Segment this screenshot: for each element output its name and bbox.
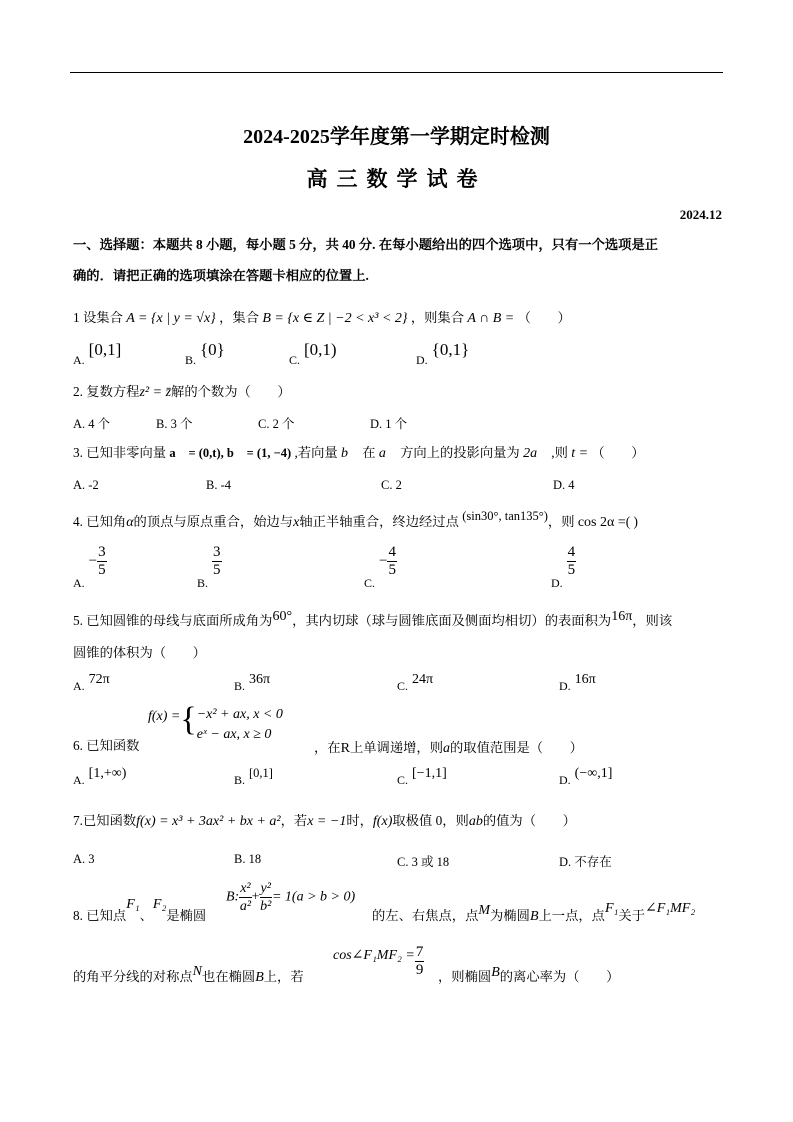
section-intro-line1: 一、选择题：本题共 8 小题，每小题 5 分，共 40 分. 在每小题给出的四个选项中，只有一个选项是正 bbox=[73, 237, 659, 252]
question-4: 4. 已知角α的顶点与原点重合，始边与x轴正半轴重合，终边经过点 (sin30°, tan135°)，则 cos 2α =( ) bbox=[73, 509, 638, 530]
q7-option-b: B. 18 bbox=[234, 852, 262, 866]
q3-option-c: C. 2 bbox=[381, 478, 402, 492]
ellipse-equation: B: $\frac{\text{x²}}{\text{a²}}$ + $\frac{\text{y²}}{\text{b²}}$ = 1(a > b > 0) bbox=[226, 881, 356, 914]
q7-option-d: D. 不存在 bbox=[559, 855, 612, 869]
q1-option-d: D. {0,1} bbox=[416, 340, 470, 367]
exam-subtitle: 高三数学试卷 bbox=[306, 167, 487, 191]
q3-option-a: A. -2 bbox=[73, 478, 99, 492]
section-intro-line2: 确的．请把正确的选项填涂在答题卡相应的位置上. bbox=[73, 268, 369, 283]
vectors-formula: a⃗ = (0,t), b⃗ = (1, −4) bbox=[169, 446, 292, 460]
q1-option-b: B. {0} bbox=[185, 340, 225, 367]
q2-option-a: A. 4 个 bbox=[73, 417, 111, 431]
q2-option-c: C. 2 个 bbox=[258, 417, 295, 431]
q4-option-c: $_{C.}$ − $\frac{4}{5}$ bbox=[364, 544, 396, 591]
q7-option-a: A. 3 bbox=[73, 852, 95, 866]
q7-option-c: C. 3 或 18 bbox=[397, 855, 450, 869]
exam-title: 2024-2025学年度第一学期定时检测 bbox=[243, 126, 550, 148]
question-3: 3. 已知非零向量 a⃗ = (0,t), b⃗ = (1, −4) ,若向量 b⃗ 在 a⃗ 方向上的投影向量为 2a⃗ ,则 t = （ ） bbox=[73, 445, 645, 461]
question-7: 7.已知函数f(x) = x³ + 3ax² + bx + a²，若x = −1时，f(x)取极值 0，则ab的值为（ ） bbox=[73, 813, 576, 829]
question-1: 1 设集合 A = {x | y = √x} ，集合 B = {x ∈ Z | −2 < x³ < 2} ，则集合 A ∩ B = （ ） bbox=[73, 310, 571, 326]
question-8-line2-tail: ，则椭圆B的离心率为（ ） bbox=[438, 965, 620, 984]
q5-option-d: $_{D.}$ 16π bbox=[559, 672, 596, 693]
point-formula: (sin30°, tan135°) bbox=[462, 509, 548, 523]
set-b-formula: B = {x ∈ Z | −2 < x³ < 2} bbox=[262, 311, 408, 326]
cos-angle-formula: cos∠F₁MF₂ = $\frac{7}{9}$ bbox=[333, 944, 424, 978]
q3-option-b: B. -4 bbox=[206, 478, 231, 492]
q6-option-d: $_{D.}$ (−∞,1] bbox=[559, 766, 613, 787]
question-6: 6. 已知函数 bbox=[73, 738, 140, 753]
q5-option-b: $_{B.}$ 36π bbox=[234, 672, 271, 693]
set-a-formula: A = {x | y = √x} bbox=[126, 311, 216, 326]
question-8-line1-tail: 的左、右焦点，点M为椭圆B上一点，点F₁关于∠F₁MF₂ bbox=[372, 901, 696, 924]
q3-option-d: D. 4 bbox=[553, 478, 575, 492]
question-8-line2: 的角平分线的对称点N也在椭圆B上，若 bbox=[73, 964, 304, 985]
q6-option-b: $_{B.}$ [0,1] bbox=[234, 766, 273, 787]
question-8-line1: 8. 已知点F₁、F₂是椭圆 bbox=[73, 897, 207, 923]
q4-option-b: $_{B.}$ $\frac{3}{5}$ bbox=[197, 544, 221, 591]
cubic-function: f(x) = x³ + 3ax² + bx + a² bbox=[136, 814, 281, 829]
question-5-line1: 5. 已知圆锥的母线与底面所成角为60°，其内切球（球与圆锥底面及侧面均相切）的表面积为16π，则该 bbox=[73, 609, 673, 628]
question-2: 2. 复数方程z² = z̄解的个数为（ ） bbox=[73, 384, 291, 400]
piecewise-function: f(x) ={ −x² + ax, x < 0 eˣ − ax, x ≥ 0 bbox=[148, 701, 283, 742]
question-5-line2: 圆锥的体积为（ ） bbox=[73, 645, 206, 660]
q4-option-a: $_{A.}$ − $\frac{3}{5}$ bbox=[73, 544, 106, 591]
q6-option-c: $_{C.}$ [−1,1] bbox=[397, 766, 447, 787]
top-rule bbox=[70, 72, 723, 73]
q1-option-a: A. [0,1] bbox=[73, 340, 122, 367]
q2-option-b: B. 3 个 bbox=[156, 417, 193, 431]
question-6-tail: ，在R上单调递增，则a的取值范围是（ ） bbox=[314, 740, 583, 756]
cos-formula: cos 2α = bbox=[577, 515, 626, 530]
q6-option-a: $_{A.}$ [1,+∞) bbox=[73, 766, 127, 787]
q1-option-c: C. [0,1) bbox=[289, 340, 337, 367]
q4-option-d: $_{D.}$ $\frac{4}{5}$ bbox=[551, 544, 576, 591]
q5-option-c: $_{C.}$ 24π bbox=[397, 672, 434, 693]
q2-option-d: D. 1 个 bbox=[370, 417, 408, 431]
complex-equation: z² = z̄ bbox=[139, 385, 172, 400]
exam-date: 2024.12 bbox=[679, 207, 722, 222]
q5-option-a: $_{A.}$ 72π bbox=[73, 672, 110, 693]
intersection-formula: A ∩ B = bbox=[467, 311, 515, 326]
